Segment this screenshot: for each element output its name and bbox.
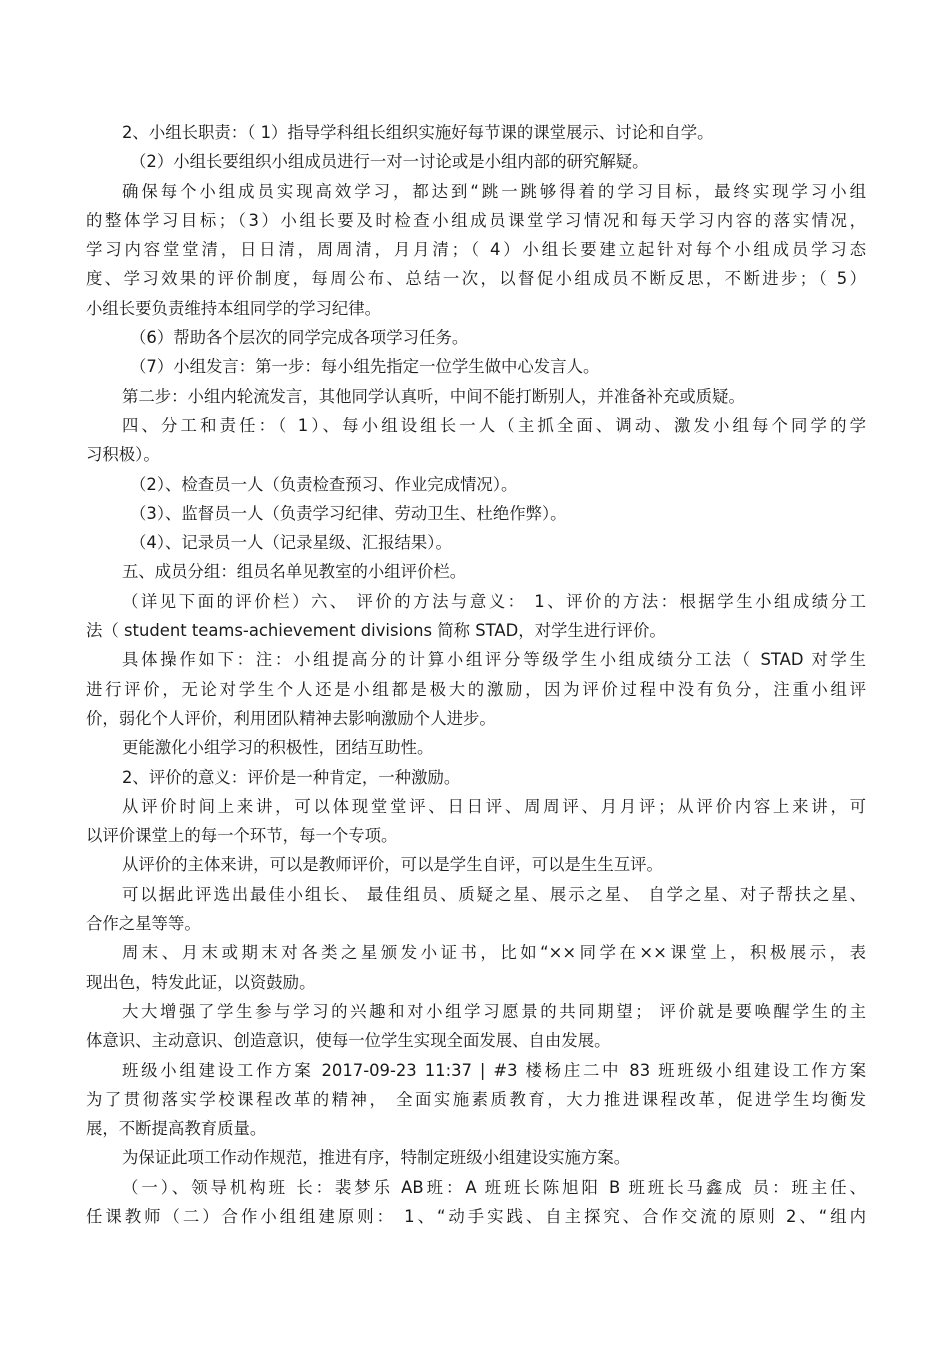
- paragraph-line: 可以据此评选出最佳小组长、 最佳组员、质疑之星、展示之星、 自学之星、对子帮扶之星、: [122, 884, 866, 904]
- paragraph-line: 展，不断提高教育质量。: [86, 1119, 267, 1139]
- paragraph-line: （7）小组发言：第一步：每小组先指定一位学生做中心发言人。: [130, 357, 600, 377]
- paragraph-line: （一）、领导机构班 长：裴梦乐 AB班：A 班班长陈旭阳 B 班班长马鑫成 员：班主任、: [122, 1177, 866, 1197]
- paragraph-line: 的整体学习目标；（3）小组长要及时检查小组成员课堂学习情况和每天学习内容的落实情况，: [86, 210, 866, 230]
- paragraph-line: （2）、检查员一人（负责检查预习、作业完成情况）。: [130, 474, 518, 494]
- paragraph-line: 班级小组建设工作方案 2017-09-23 11:37 | #3 楼杨庄二中 83 班班级小组建设工作方案: [122, 1060, 866, 1080]
- paragraph-line: 五、成员分组：组员名单见教室的小组评价栏。: [122, 562, 467, 582]
- paragraph-line: 习积极）。: [86, 445, 160, 465]
- document-body: [86, 118, 866, 1231]
- paragraph-line: 学习内容堂堂清，日日清，周周清，月月清；（ 4）小组长要建立起针对每个小组成员学习态: [86, 240, 866, 260]
- paragraph-line: 大大增强了学生参与学习的兴趣和对小组学习愿景的共同期望； 评价就是要唤醒学生的主: [122, 1001, 866, 1021]
- paragraph-line: 为了贯彻落实学校课程改革的精神， 全面实施素质教育，大力推进课程改革，促进学生均衡发: [86, 1089, 866, 1109]
- paragraph-line: 更能激化小组学习的积极性，团结互助性。: [122, 738, 434, 758]
- paragraph-line: 体意识、主动意识、创造意识，使每一位学生实现全面发展、自由发展。: [86, 1031, 611, 1051]
- paragraph-line: （4）、记录员一人（记录星级、汇报结果）。: [130, 533, 452, 553]
- paragraph-line: 法（ student teams-achievement divisions 简称 STAD，对学生进行评价。: [86, 621, 666, 641]
- paragraph-line: 合作之星等等。: [86, 914, 201, 934]
- paragraph-line: （6）帮助各个层次的同学完成各项学习任务。: [130, 328, 469, 348]
- paragraph-line: 从评价时间上来讲，可以体现堂堂评、日日评、周周评、月月评；从评价内容上来讲，可: [122, 796, 866, 816]
- paragraph-line: 具体操作如下：注：小组提高分的计算小组评分等级学生小组成绩分工法（ STAD 对学生: [122, 650, 866, 670]
- paragraph-line: 任课教师（二）合作小组组建原则： 1、“动手实践、自主探究、合作交流的原则 2、“组内: [86, 1206, 866, 1226]
- paragraph-line: 价，弱化个人评价，利用团队精神去影响激励个人进步。: [86, 708, 496, 728]
- paragraph-line: 为保证此项工作动作规范，推进有序，特制定班级小组建设实施方案。: [122, 1148, 631, 1168]
- paragraph-line: （3）、监督员一人（负责学习纪律、劳动卫生、杜绝作弊）。: [130, 503, 567, 523]
- paragraph-line: 2、评价的意义：评价是一种肯定，一种激励。: [122, 767, 461, 787]
- paragraph-line: 从评价的主体来讲，可以是教师评价，可以是学生自评，可以是生生互评。: [122, 855, 663, 875]
- paragraph-line: （详见下面的评价栏）六、 评价的方法与意义： 1、评价的方法：根据学生小组成绩分工: [122, 591, 866, 611]
- paragraph-line: 四、分工和责任：（ 1）、每小组设组长一人（主抓全面、调动、激发小组每个同学的学: [122, 415, 866, 435]
- paragraph-line: 确保每个小组成员实现高效学习，都达到“跳一跳够得着的学习目标，最终实现学习小组: [122, 181, 866, 201]
- paragraph-line: 第二步：小组内轮流发言，其他同学认真听，中间不能打断别人，并准备补充或质疑。: [122, 386, 745, 406]
- paragraph-line: 2、小组长职责：（ 1）指导学科组长组织实施好每节课的课堂展示、讨论和自学。: [122, 123, 714, 142]
- paragraph-line: （2）小组长要组织小组成员进行一对一讨论或是小组内部的研究解疑。: [130, 152, 649, 172]
- paragraph-line: 以评价课堂上的每一个环节，每一个专项。: [86, 826, 398, 846]
- paragraph-line: 度、学习效果的评价制度，每周公布、总结一次，以督促小组成员不断反思，不断进步；（ 5）: [86, 269, 866, 289]
- paragraph-line: 小组长要负责维持本组同学的学习纪律。: [86, 298, 382, 318]
- paragraph-line: 现出色，特发此证，以资鼓励。: [86, 972, 316, 992]
- paragraph-line: 进行评价，无论对学生个人还是小组都是极大的激励，因为评价过程中没有负分，注重小组评: [86, 679, 866, 699]
- paragraph-line: 周末、月末或期末对各类之星颁发小证书，比如“××同学在××课堂上，积极展示，表: [122, 943, 866, 963]
